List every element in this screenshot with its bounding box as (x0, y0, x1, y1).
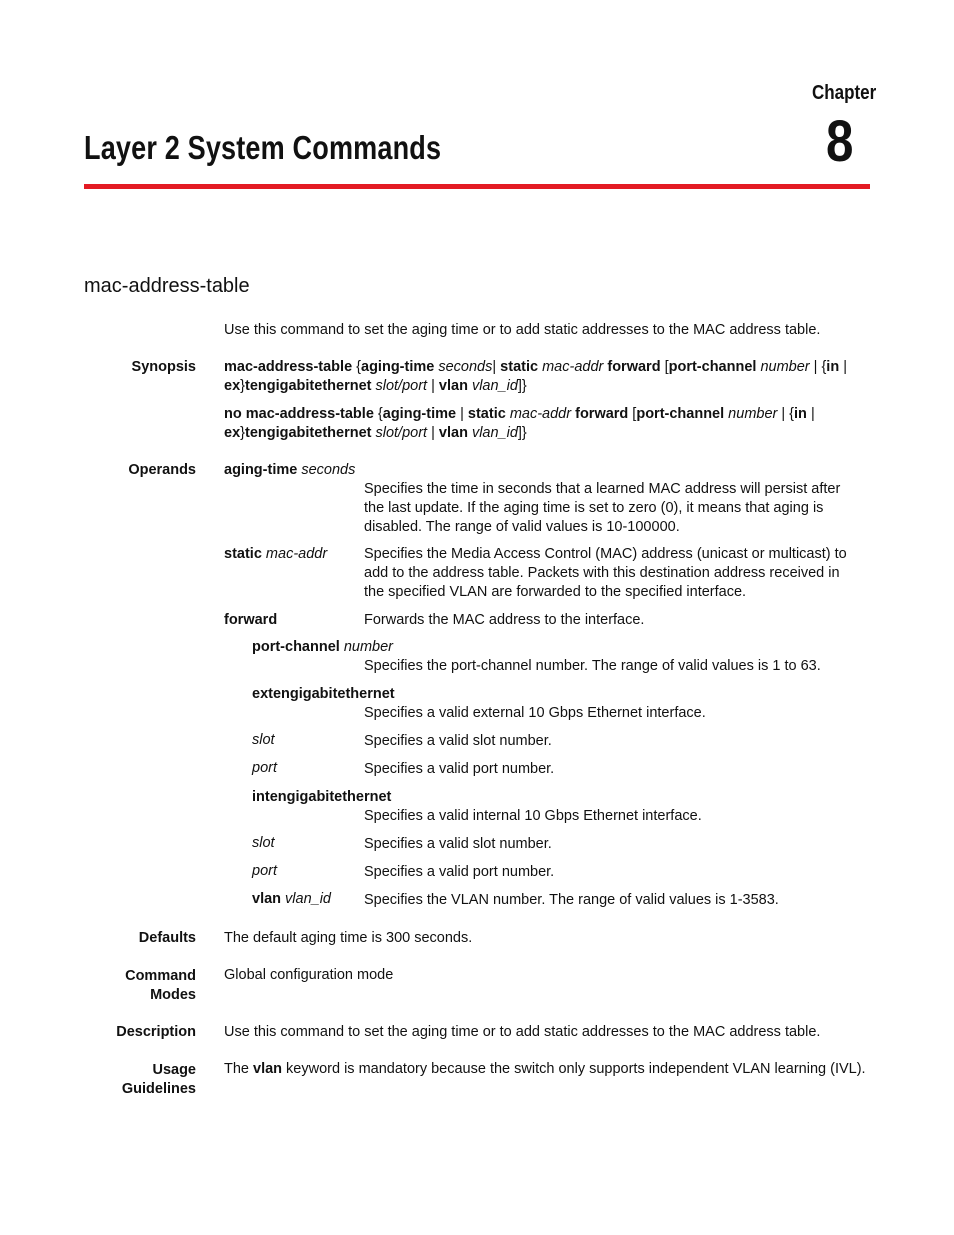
keyword: mac-address-table (224, 359, 353, 375)
syntax-text: } (240, 425, 245, 441)
operand-description: Specifies the VLAN number. The range of valid values is 1-3583. (364, 892, 779, 908)
label-line: Guidelines (121, 1081, 196, 1097)
syntax-text: | (839, 359, 847, 375)
keyword: ex (224, 425, 241, 441)
defaults-label: Defaults (138, 930, 196, 946)
chapter-label: Chapter (812, 82, 877, 104)
syntax-text: { (373, 406, 383, 422)
operand-description: add to the address table. Packets with this destination address received in (364, 565, 840, 581)
keyword: in (794, 406, 807, 422)
keyword: aging-time (224, 462, 298, 478)
operand-description: the specified VLAN are forwarded to the specified interface. (364, 584, 747, 600)
keyword: forward (607, 359, 661, 375)
argument: slot/port (371, 425, 428, 441)
operand-description: the last update. If the aging time is set to zero (0), it means that aging is (364, 500, 824, 516)
keyword: aging-time (361, 359, 435, 375)
keyword: in (826, 359, 840, 375)
chapter-number: 8 (826, 109, 854, 174)
defaults-text: The default aging time is 300 seconds. (224, 930, 473, 946)
argument: mac-addr (505, 406, 572, 422)
keyword: vlan (438, 425, 468, 441)
operands-label: Operands (128, 462, 196, 478)
syntax-text: | { (809, 359, 827, 375)
syntax-text: [ (660, 359, 669, 375)
syntax-text: [ (628, 406, 637, 422)
keyword: vlan (252, 891, 282, 907)
syntax-text: { (352, 359, 362, 375)
argument: mac-addr (265, 546, 328, 562)
syntax-text: | (427, 378, 439, 394)
syntax-text: | (806, 406, 815, 422)
section-intro: Use this command to set the aging time or to add static addresses to the MAC address table. (224, 322, 821, 338)
operand-description: disabled. The range of valid values is 10-100000. (364, 519, 680, 535)
keyword: port-channel (252, 639, 340, 655)
keyword: port-channel (636, 406, 725, 422)
operand-description: Forwards the MAC address to the interface. (364, 612, 645, 628)
keyword: ex (224, 378, 241, 394)
command-modes-label (125, 967, 196, 1005)
operand-description: Specifies a valid slot number. (364, 733, 552, 749)
argument: seconds (434, 359, 493, 375)
usage-guidelines-text (224, 1060, 866, 1079)
usage-post: keyword is mandatory because the switch only supports independent VLAN learning (IVL). (282, 1061, 866, 1077)
synopsis-line (224, 358, 847, 377)
operand-description: Specifies a valid slot number. (364, 836, 552, 852)
syntax-text: | (427, 425, 439, 441)
keyword: static (224, 546, 262, 562)
operand-description: Specifies the Media Access Control (MAC) address (unicast or multicast) to (364, 546, 847, 562)
argument: vlan_id (467, 425, 518, 441)
description-label: Description (116, 1024, 196, 1040)
synopsis-line (224, 424, 527, 443)
keyword: no mac-address-table (224, 406, 374, 422)
syntax-text: } (240, 378, 245, 394)
keyword: vlan (253, 1061, 283, 1077)
syntax-text: | { (777, 406, 795, 422)
argument: number (756, 359, 810, 375)
operand-description: Specifies the port-channel number. The range of valid values is 1 to 63. (364, 658, 821, 674)
keyword: port-channel (668, 359, 757, 375)
label-line: Usage (152, 1062, 196, 1078)
keyword: static (500, 359, 539, 375)
operand-vlan (252, 891, 331, 907)
label-line: Modes (150, 987, 196, 1003)
operand-intengigabitethernet: intengigabitethernet (252, 789, 392, 805)
operand-static (224, 545, 327, 564)
operand-slot: slot (252, 835, 275, 851)
synopsis-line (224, 377, 527, 396)
synopsis-label: Synopsis (131, 359, 196, 375)
keyword: tengigabitethernet (244, 378, 372, 394)
operand-extengigabitethernet: extengigabitethernet (252, 686, 395, 702)
chapter-title: Layer 2 System Commands (84, 129, 442, 166)
keyword: static (467, 406, 506, 422)
argument: vlan_id (285, 891, 331, 907)
keyword: aging-time (382, 406, 457, 422)
operand-description: Specifies the time in seconds that a learned MAC address will persist after (364, 481, 841, 497)
chapter-rule (84, 184, 870, 189)
operand-description: Specifies a valid external 10 Gbps Ethernet interface. (364, 705, 706, 721)
argument: number (724, 406, 778, 422)
operand-aging-time (224, 461, 355, 480)
argument: slot/port (371, 378, 428, 394)
description-text: Use this command to set the aging time or to add static addresses to the MAC address table. (224, 1024, 821, 1040)
argument: mac-addr (538, 359, 604, 375)
syntax-text: ]} (517, 378, 527, 394)
operand-port: port (252, 760, 277, 776)
argument: seconds (301, 462, 356, 478)
syntax-text: ]} (517, 425, 527, 441)
keyword: vlan (438, 378, 468, 394)
usage-pre: The (224, 1061, 254, 1077)
section-title: mac-address-table (84, 275, 250, 297)
synopsis-line (224, 405, 815, 424)
operand-forward: forward (224, 612, 278, 628)
argument: vlan_id (467, 378, 518, 394)
operand-slot: slot (252, 732, 275, 748)
keyword: tengigabitethernet (244, 425, 372, 441)
keyword: forward (575, 406, 629, 422)
operand-description: Specifies a valid port number. (364, 761, 555, 777)
command-modes-text: Global configuration mode (224, 967, 394, 983)
syntax-text: | (492, 359, 501, 375)
operand-description: Specifies a valid port number. (364, 864, 555, 880)
operand-port: port (252, 863, 277, 879)
label-line: Command (125, 968, 196, 984)
operand-port-channel (252, 639, 393, 655)
syntax-text: | (456, 406, 468, 422)
argument: number (343, 639, 394, 655)
operand-description: Specifies a valid internal 10 Gbps Ethernet interface. (364, 808, 702, 824)
usage-guidelines-label (122, 1061, 196, 1099)
